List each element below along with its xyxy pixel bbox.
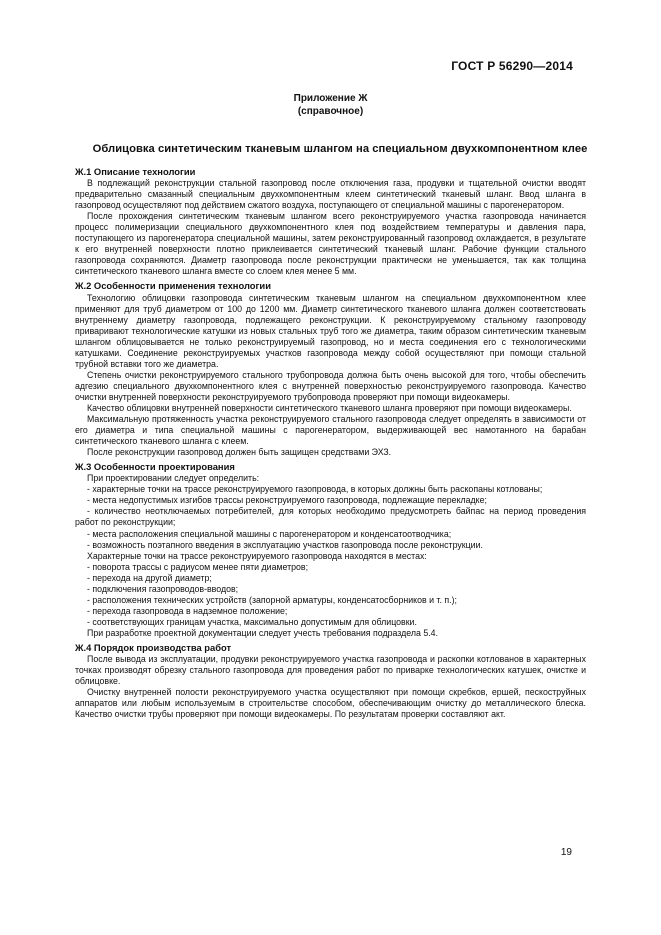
list-item: - подключения газопроводов-вводов; [87, 583, 239, 594]
section-heading: Ж.4 Порядок производства работ [75, 641, 232, 653]
list-item: - количество неотключаемых потребителей, для которых необходимо предусмотреть байпас на период проведения работ по реконструкции; [75, 506, 586, 528]
paragraph: Характерные точки на трассе реконструируемого газопровода находятся в местах: [87, 550, 427, 561]
paragraph: После вывода из эксплуатации, продувки реконструируемого участка газопровода и раскопки котлованов в характерных точках производят обрезку стального газопровода для проведения работ по приварке технологических катушек, очистке и облицовке. [75, 654, 586, 687]
appendix-heading [0, 92, 661, 118]
section-heading: Ж.1 Описание технологии [75, 166, 196, 177]
paragraph: При проектировании следует определить: [87, 473, 260, 484]
list-item: - места расположения специальной машины с парогенератором и конденсатоотводчика; [87, 528, 452, 539]
list-item: - расположения технических устройств (запорной арматуры, конденсатосборников и т. п.); [87, 594, 457, 605]
list-item: - соответствующих границам участка, максимально допустимым для облицовки. [87, 616, 417, 627]
document-title: Облицовка синтетическим тканевым шлангом на специальном двухкомпонентном клее [92, 143, 588, 155]
list-item: - перехода на другой диаметр; [87, 572, 212, 583]
section-heading: Ж.2 Особенности применения технологии [75, 280, 271, 292]
paragraph: Технологию облицовки газопровода синтетическим тканевым шлангом на специальном двухкомпонентном клее применяют для труб диаметром от 100 до 1200 мм. Диаметр синтетического тканевого шланга должен соответствовать внутреннему диаметру газопровода, подлежащего реконструкции. К реконструируемому стальному газопроводу приваривают технологические катушки из новых стальных труб того же диаметра, таким образом синтетическим тканевым шлангом облицовывается не только реконструируемый газопровод, но и места соединения его с технологическими катушками. Соединение реконструируемых участков газопровода между собой осуществляют при помощи стальной трубной вставки того же диаметра. [75, 292, 586, 369]
standard-code: ГОСТ Р 56290—2014 [451, 59, 573, 73]
page-number: 19 [560, 847, 572, 858]
paragraph: Максимальную протяженность участка реконструируемого стального газопровода следует определять в зависимости от его диаметра и типа специальной машины с парогенератором, выдерживающей вес намотанного на барабан синтетического тканевого шланга с клеем. [75, 414, 586, 447]
paragraph: После реконструкции газопровод должен быть защищен средствами ЭХЗ. [87, 447, 392, 458]
list-item: - места недопустимых изгибов трассы реконструируемого газопровода, подлежащие перекладке; [87, 495, 487, 506]
list-item: - характерные точки на трассе реконструируемого газопровода, в которых должны быть раскопаны котлованы; [87, 484, 543, 495]
paragraph: После прохождения синтетическим тканевым шлангом всего реконструируемого участка газопровода начинается процесс полимеризации специального двухкомпонентного клея под воздействием температуры и давления пара, поступающего из парогенератора специальной машины, затем реконструированный газопровод охлаждается, в результате к его внутренней поверхности плотно приклеивается синтетический тканевый шланг. Рабочие функции стального газопровода сохраняются. Диаметр газопровода после реконструкции практически не уменьшается, так как толщина синтетического тканевого шланга вместе со слоем клея менее 5 мм. [75, 211, 586, 277]
paragraph: Очистку внутренней полости реконструируемого участка осуществляют при помощи скребков, ершей, пескоструйных аппаратов или любым используемым в строительстве способом, обеспечивающим очистку до металлического блеска. Качество очистки трубы проверяют при помощи видеокамеры. По результатам проверки составляют акт. [75, 687, 586, 720]
appendix-subtitle: (справочное) [297, 106, 364, 117]
paragraph: Степень очистки реконструируемого стального трубопровода должна быть очень высокой для того, чтобы обеспечить адгезию специального двухкомпонентного клея с внутренней поверхностью реконструируемого газопровода. Качество очистки внутренней поверхности реконструируемого трубопровода проверяют при помощи видеокамеры. [75, 369, 586, 402]
document-body [75, 166, 586, 720]
paragraph: При разработке проектной документации следует учесть требования подраздела 5.4. [87, 627, 439, 638]
list-item: - возможность поэтапного введения в эксплуатацию участков газопровода после реконструкции. [87, 539, 483, 550]
list-item: - поворота трассы с радиусом менее пяти диаметров; [87, 561, 309, 572]
paragraph: Качество облицовки внутренней поверхности синтетического тканевого шланга проверяют при помощи видеокамеры. [87, 402, 572, 413]
list-item: - перехода газопровода в надземное положение; [87, 605, 288, 616]
appendix-title: Приложение Ж [293, 93, 368, 104]
section-heading: Ж.3 Особенности проектирования [75, 461, 235, 473]
paragraph: В подлежащий реконструкции стальной газопровод после отключения газа, продувки и тщательной очистки вводят предварительно смазанный специальным двухкомпонентным клеем синтетический тканевый шланг. Ввод шланга в газопровод осуществляют под действием сжатого воздуха, поступающего от специальной машины с парогенератором. [75, 178, 586, 211]
